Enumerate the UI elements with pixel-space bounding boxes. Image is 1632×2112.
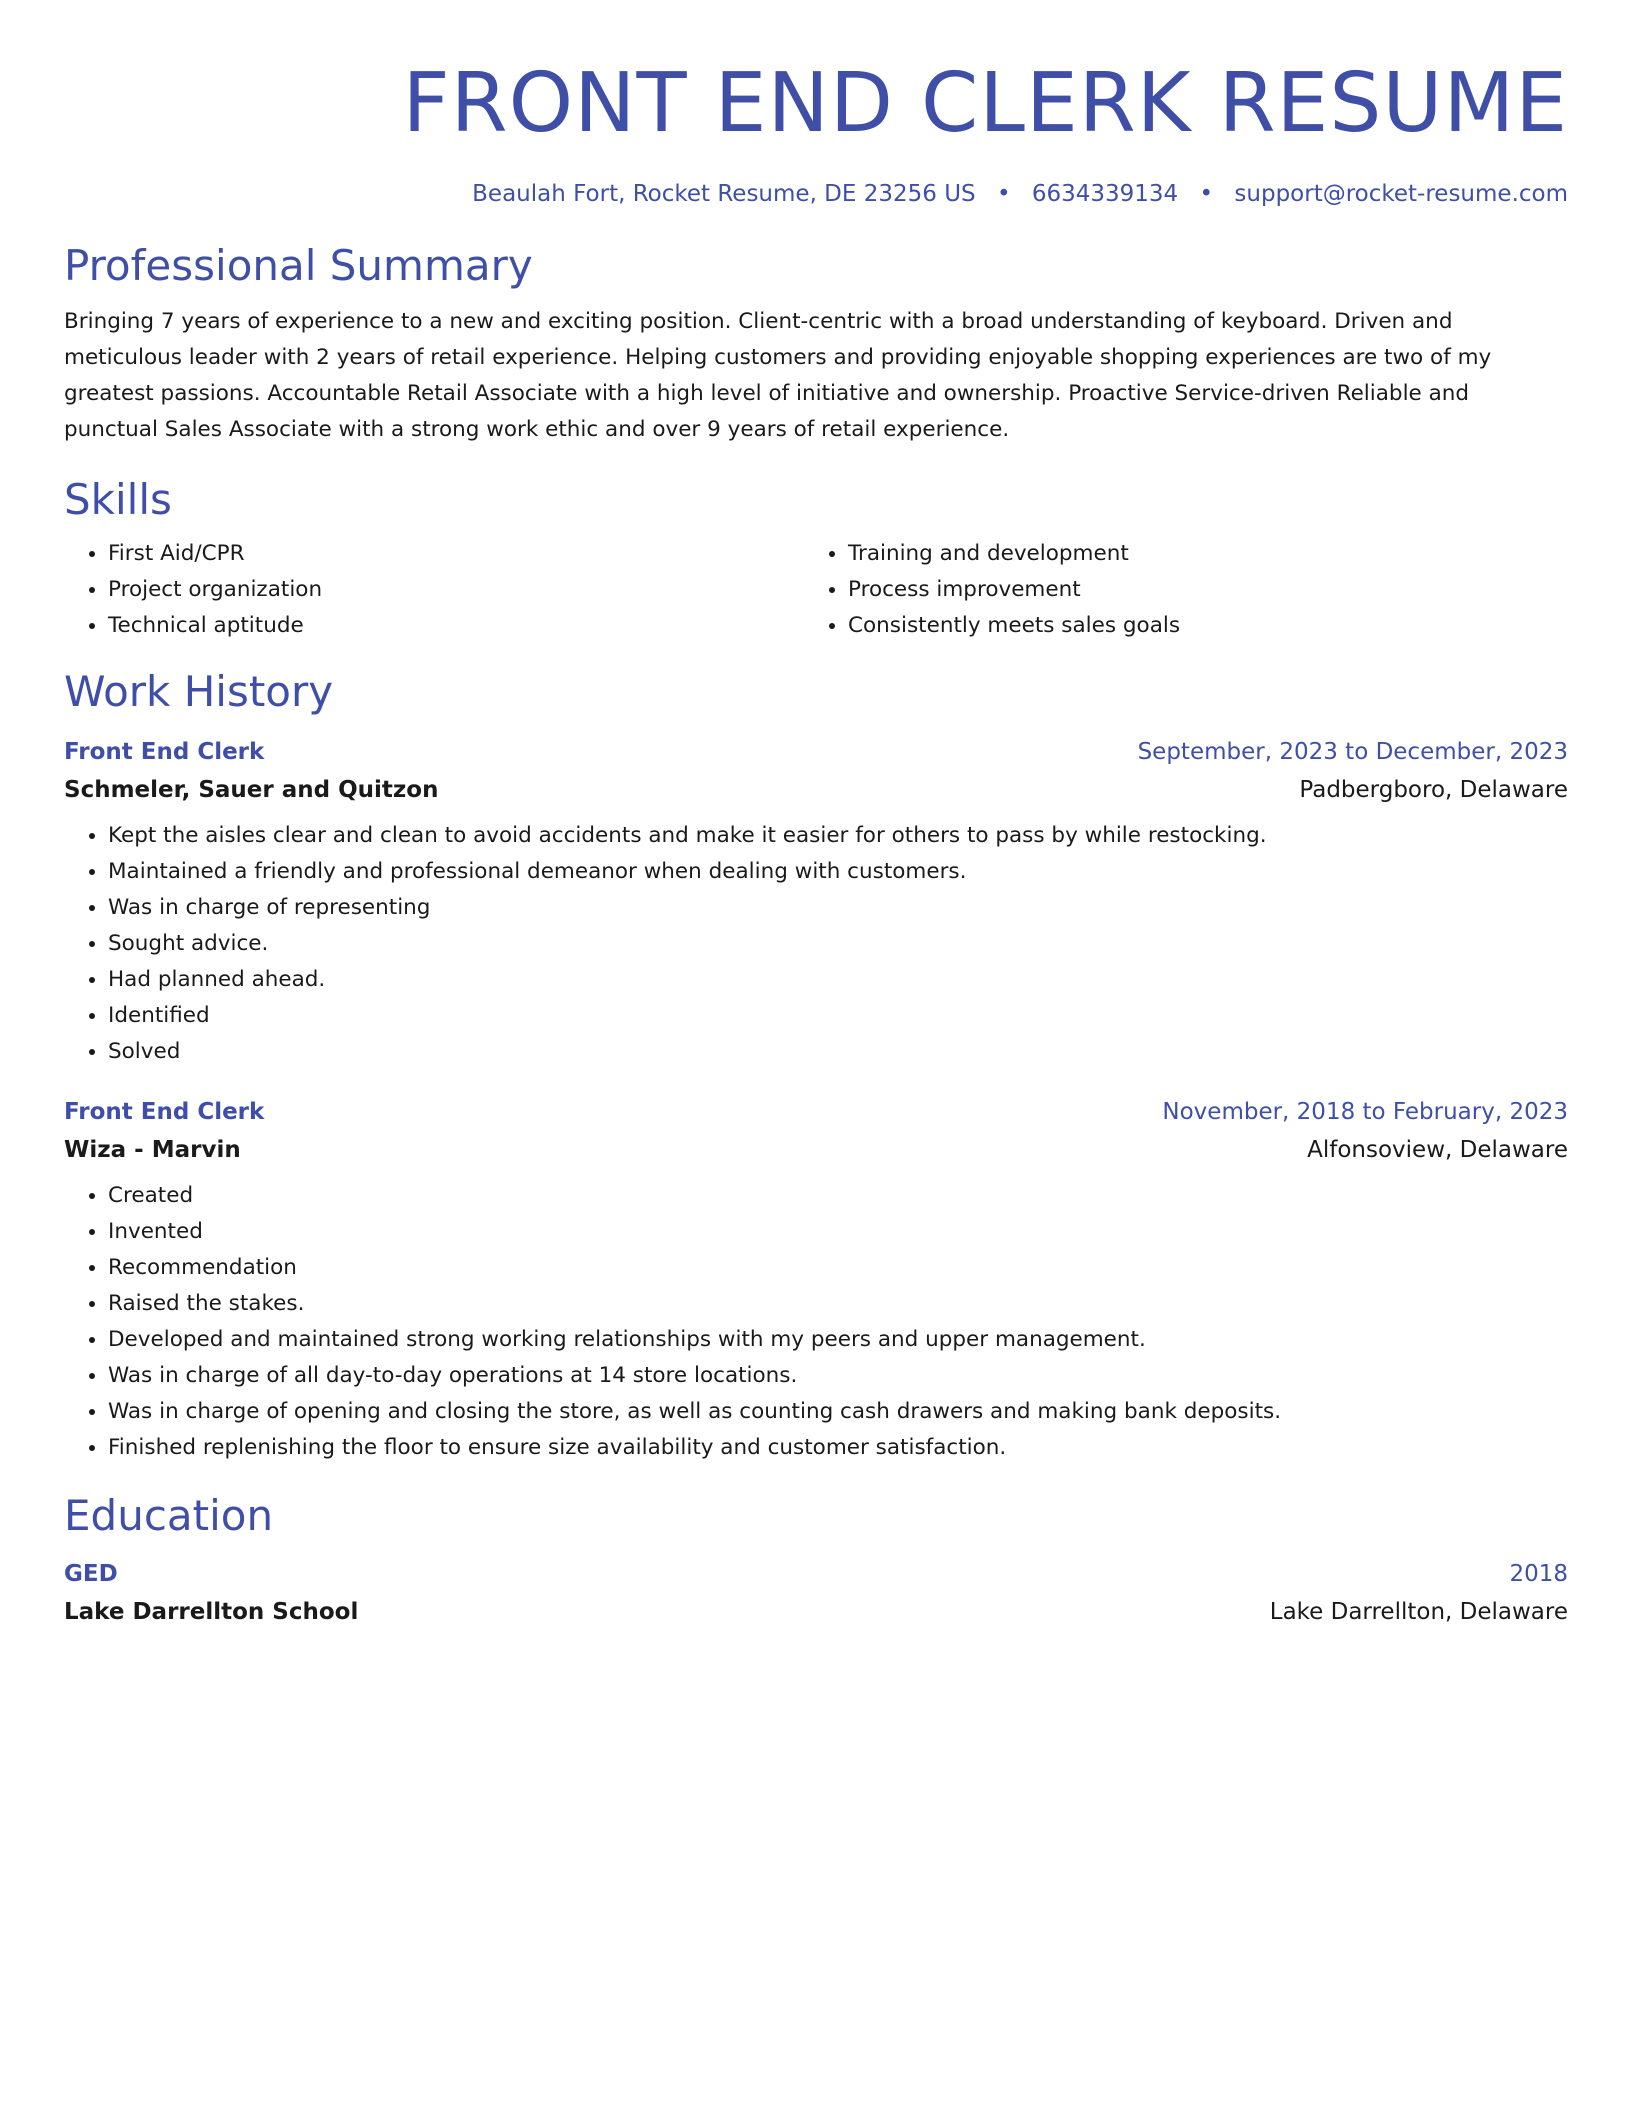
job-bullet: • Was in charge of representing (108, 890, 1568, 926)
contact-address: Beaulah Fort, Rocket Resume, DE 23256 US (472, 181, 976, 207)
job-location: Alfonsoview, Delaware (1307, 1137, 1568, 1163)
skill-item: • Consistently meets sales goals (848, 608, 1544, 644)
job-bullet: • Sought advice. (108, 926, 1568, 962)
skills-column-left (64, 536, 804, 644)
skill-item: • Project organization (108, 572, 804, 608)
summary-text: Bringing 7 years of experience to a new and exciting position. Client-centric with a broad understanding of keyboard. Driven and meticulous leader with 2 years of retail experience. Helping customers and providing enjoyable shopping experiences are two of my greatest passions. Accountable Retail Associate with a high level of initiative and ownership. Proactive Service-driven Reliable and punctual Sales Associate with a strong work ethic and over 9 years of retail experience. (64, 309, 1492, 442)
work-history-heading: Work History (64, 667, 334, 716)
education-degree: GED (64, 1561, 118, 1587)
job-bullet: • Recommendation (108, 1250, 1568, 1286)
job-bullet: • Solved (108, 1034, 1568, 1070)
resume-header (64, 0, 1568, 210)
job-dates: November, 2018 to February, 2023 (1162, 1099, 1568, 1125)
skills-column-right (804, 536, 1544, 644)
job-bullets (64, 818, 1568, 1070)
job-bullets (64, 1178, 1568, 1466)
education-heading: Education (64, 1491, 274, 1540)
job-bullet: • Created (108, 1178, 1568, 1214)
job-role: Front End Clerk (64, 1099, 265, 1125)
resume-title: FRONT END CLERK RESUME (402, 56, 1568, 151)
job-bullet: • Raised the stakes. (108, 1286, 1568, 1322)
skill-item: • First Aid/CPR (108, 536, 804, 572)
job-bullet: • Identified (108, 998, 1568, 1034)
job-entry (64, 1094, 1568, 1466)
education-school: Lake Darrellton School (64, 1599, 359, 1625)
skills-list (64, 536, 1568, 644)
job-bullet: • Maintained a friendly and professional demeanor when dealing with customers. (108, 854, 1568, 890)
job-company: Schmeler, Sauer and Quitzon (64, 777, 439, 803)
job-bullet: • Had planned ahead. (108, 962, 1568, 998)
contact-email: support@rocket-resume.com (1234, 181, 1568, 207)
education-location: Lake Darrellton, Delaware (1269, 1599, 1568, 1625)
education-entry (64, 1556, 1568, 1632)
job-title-row (64, 734, 1568, 770)
job-bullet: • Invented (108, 1214, 1568, 1250)
contact-phone: 6634339134 (1031, 181, 1179, 207)
education-year: 2018 (1509, 1561, 1568, 1587)
contact-separator: • (1199, 181, 1214, 207)
job-company-row (64, 770, 1568, 810)
job-company-row (64, 1130, 1568, 1170)
job-location: Padbergboro, Delaware (1299, 777, 1568, 803)
job-bullet: • Was in charge of all day-to-day operations at 14 store locations. (108, 1358, 1568, 1394)
skill-item: • Process improvement (848, 572, 1544, 608)
job-role: Front End Clerk (64, 739, 265, 765)
job-dates: September, 2023 to December, 2023 (1137, 739, 1568, 765)
skill-item: • Technical aptitude (108, 608, 804, 644)
job-bullet: • Developed and maintained strong working relationships with my peers and upper management. (108, 1322, 1568, 1358)
job-title-row (64, 1094, 1568, 1130)
job-entry (64, 734, 1568, 1070)
job-bullet: • Kept the aisles clear and clean to avoid accidents and make it easier for others to pass by while restocking. (108, 818, 1568, 854)
summary-heading: Professional Summary (64, 241, 533, 290)
skills-heading: Skills (64, 475, 172, 524)
education-degree-row (64, 1556, 1568, 1592)
contact-line (64, 178, 1568, 210)
job-bullet: • Was in charge of opening and closing the store, as well as counting cash drawers and making bank deposits. (108, 1394, 1568, 1430)
job-company: Wiza - Marvin (64, 1137, 241, 1163)
contact-separator: • (996, 181, 1011, 207)
education-school-row (64, 1592, 1568, 1632)
job-bullet: • Finished replenishing the floor to ensure size availability and customer satisfaction. (108, 1430, 1568, 1466)
skill-item: • Training and development (848, 536, 1544, 572)
